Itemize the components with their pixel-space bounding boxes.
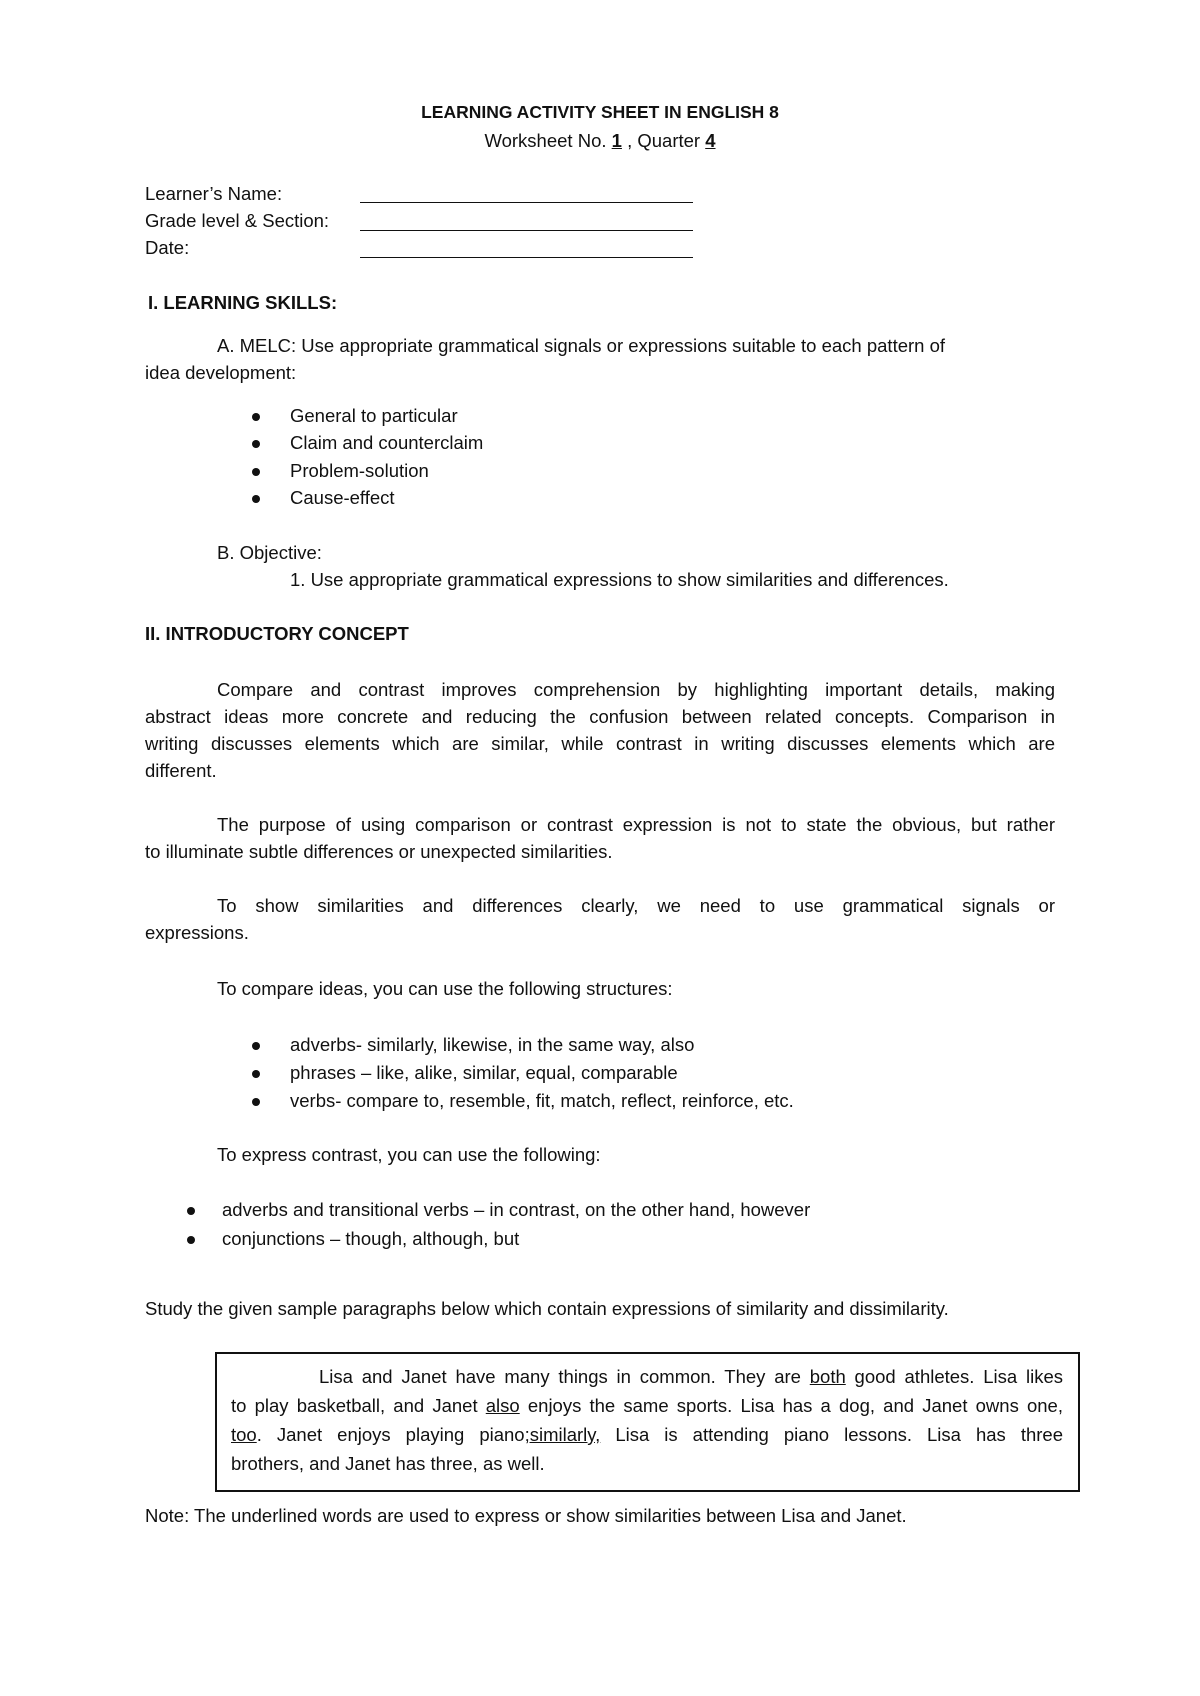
underlined-word: also bbox=[485, 1395, 520, 1416]
bullet-icon bbox=[252, 440, 260, 448]
underlined-word: ;similarly, bbox=[524, 1424, 601, 1445]
learner-name-field[interactable] bbox=[360, 202, 693, 203]
paragraph-compare-contrast: Compare and contrast improves comprehension by highlighting important details, making abstract ideas more concrete and reducing the confusion between related concepts. Comparison in writing discusses elements which are similar, while contrast in writing discusses elements which are different. bbox=[145, 679, 1055, 781]
worksheet-subtitle bbox=[0, 130, 1200, 152]
underlined-word: too bbox=[231, 1424, 257, 1445]
bullet-icon bbox=[252, 495, 260, 503]
melc-line-1: A. MELC: Use appropriate grammatical signals or expressions suitable to each pattern of bbox=[217, 335, 946, 356]
compare-intro: To compare ideas, you can use the following structures: bbox=[217, 978, 673, 999]
date-field[interactable] bbox=[360, 257, 693, 258]
date-label: Date: bbox=[145, 237, 190, 258]
objective-item: 1. Use appropriate grammatical expressions to show similarities and differences. bbox=[290, 569, 949, 590]
section-learning-skills-heading: I. LEARNING SKILLS: bbox=[148, 292, 338, 313]
contrast-intro: To express contrast, you can use the following: bbox=[217, 1144, 601, 1165]
quarter-prefix: , Quarter bbox=[627, 130, 701, 151]
sample-paragraph-box bbox=[215, 1352, 1080, 1492]
bullet-icon bbox=[252, 1070, 260, 1078]
quarter-number: 4 bbox=[705, 130, 716, 151]
grade-section-field[interactable] bbox=[360, 230, 693, 231]
bullet-icon bbox=[252, 468, 260, 476]
underlined-word: both bbox=[809, 1366, 846, 1387]
grade-section-label: Grade level & Section: bbox=[145, 210, 330, 231]
objective-label: B. Objective: bbox=[217, 542, 322, 563]
bullet-icon bbox=[252, 413, 260, 421]
sample-paragraph: Lisa and Janet have many things in common. They are both good athletes. Lisa likes to play basketball, and Janet also enjoys the same sports. Lisa has a dog, and Janet owns one, too. Janet enjoys playing piano;similarly, Lisa is attending piano lessons. Lisa has three brothers, and Janet has three, as well. bbox=[231, 1366, 1063, 1474]
paragraph-purpose: The purpose of using comparison or contrast expression is not to state the obvious, but rather to illuminate subtle differences or unexpected similarities. bbox=[145, 814, 1055, 862]
melc-line-2: idea development: bbox=[145, 362, 297, 383]
worksheet-prefix: Worksheet No. bbox=[484, 130, 607, 151]
bullet-icon bbox=[252, 1042, 260, 1050]
paragraph-show-similarities: To show similarities and differences clearly, we need to use grammatical signals or expressions. bbox=[145, 895, 1055, 943]
note-text: Note: The underlined words are used to express or show similarities between Lisa and Janet. bbox=[145, 1505, 907, 1526]
bullet-icon bbox=[187, 1207, 195, 1215]
bullet-icon bbox=[187, 1236, 195, 1244]
worksheet-number: 1 bbox=[611, 130, 622, 151]
study-instruction: Study the given sample paragraphs below which contain expressions of similarity and dissimilarity. bbox=[145, 1298, 949, 1319]
bullet-icon bbox=[252, 1098, 260, 1106]
section-introductory-concept-heading: II. INTRODUCTORY CONCEPT bbox=[145, 623, 409, 644]
page-title: LEARNING ACTIVITY SHEET IN ENGLISH 8 bbox=[421, 102, 779, 122]
learner-name-label: Learner’s Name: bbox=[145, 183, 283, 204]
